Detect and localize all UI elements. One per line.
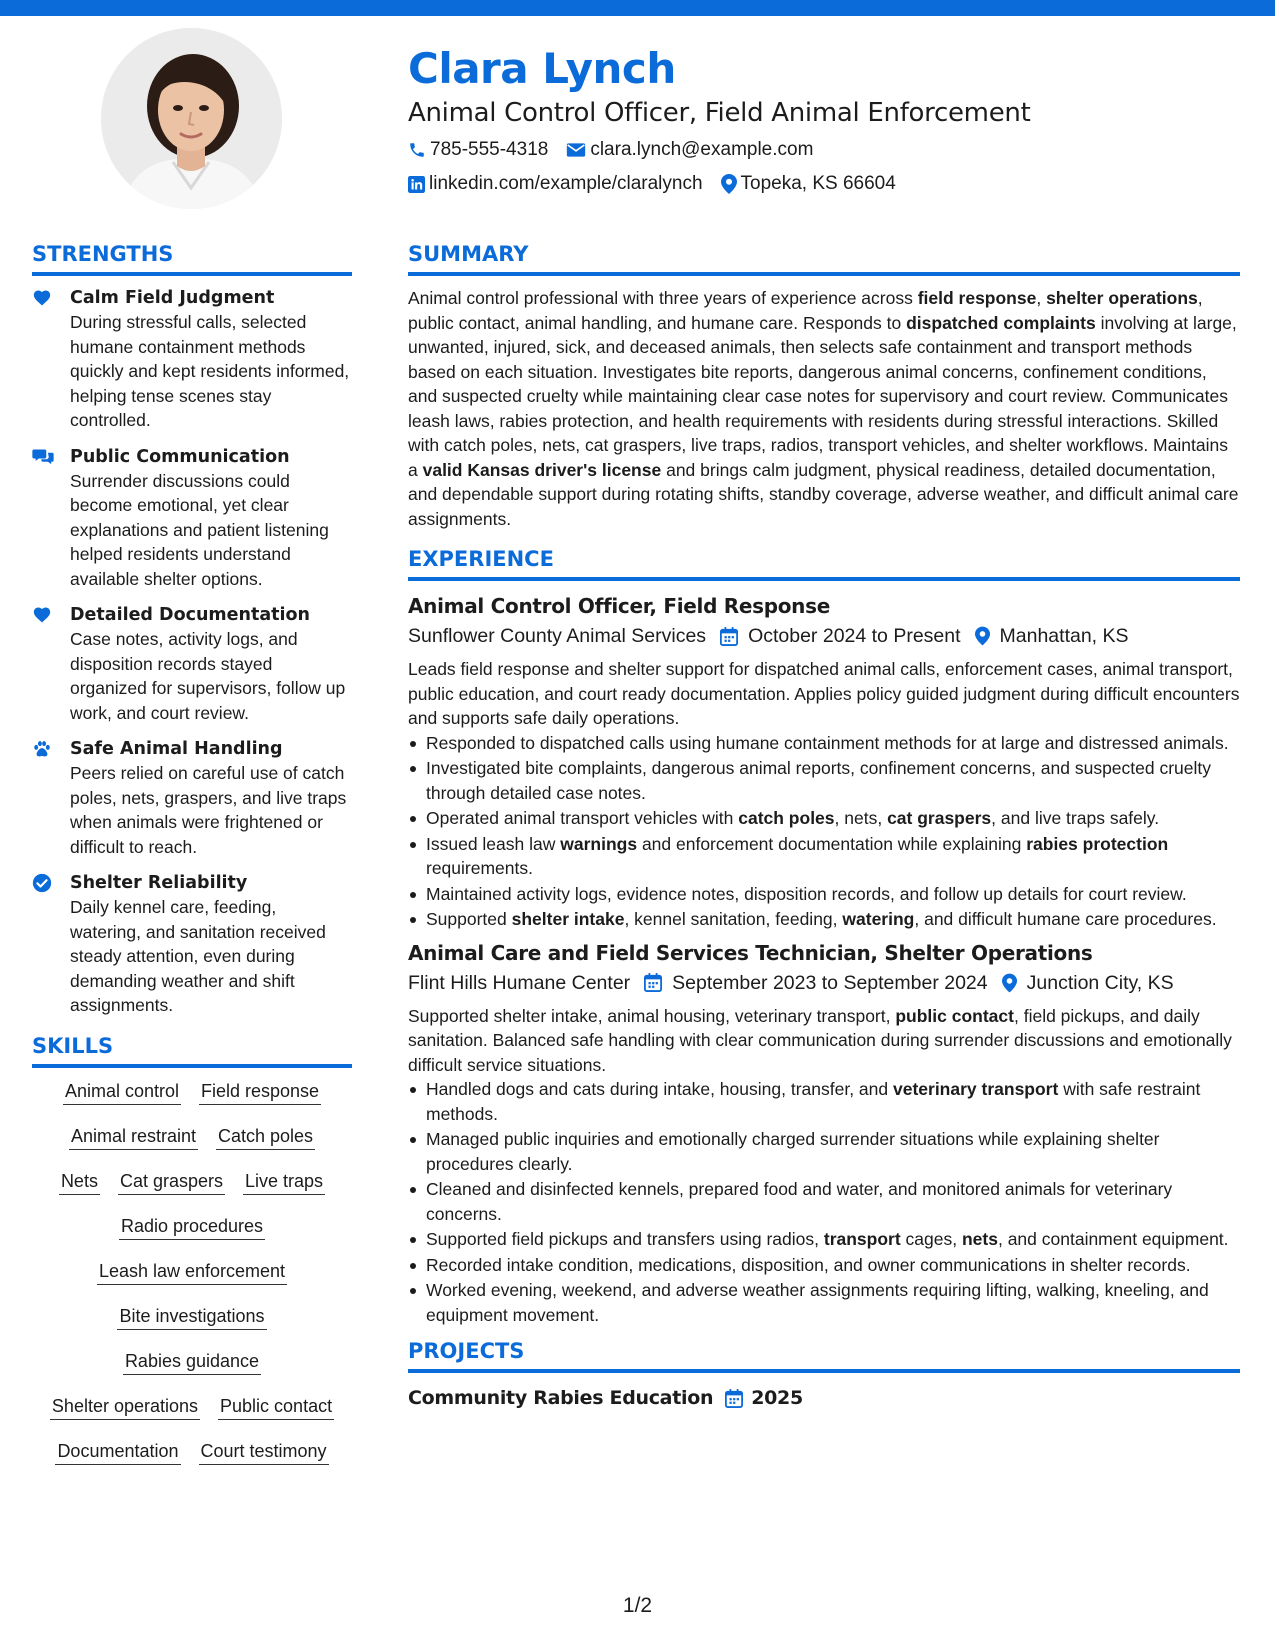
- text-run: Recorded intake condition, medications, disposition, and owner communications in shelter records.: [426, 1254, 1191, 1275]
- email-contact[interactable]: [566, 139, 813, 161]
- phone-icon: [408, 141, 426, 159]
- strength-description: Case notes, activity logs, and disposition records stayed organized for supervisors, follow up work, and court review.: [70, 629, 346, 723]
- skill-row: [32, 1393, 352, 1438]
- linkedin-icon: [408, 176, 425, 193]
- emphasis-text: shelter operations: [1046, 288, 1198, 308]
- job-bullets: [408, 1077, 1240, 1327]
- map-pin-icon: [975, 626, 990, 646]
- heart-icon: [32, 603, 70, 725]
- emphasis-text: nets: [961, 1229, 998, 1249]
- emphasis-text: valid Kansas driver's license: [422, 459, 662, 480]
- skill-tag: Bite investigations: [117, 1303, 266, 1330]
- skill-row: [32, 1123, 352, 1168]
- skill-tag: Shelter operations: [50, 1393, 200, 1420]
- emphasis-text: warnings: [560, 833, 638, 854]
- section-divider: [408, 1369, 1240, 1373]
- text-run: and brings calm judgment, physical readiness, detailed documentation, and dependable support during rotating shifts, standby coverage, adverse weather, and difficult animal care assignments.: [408, 459, 1239, 529]
- text-run: , and difficult humane care procedures.: [914, 909, 1217, 929]
- section-divider: [32, 272, 352, 276]
- skill-tag: Live traps: [243, 1168, 325, 1195]
- job-location: [975, 621, 1129, 651]
- calendar-icon: [725, 1389, 743, 1408]
- text-run: involving at large, unwanted, injured, sick, and deceased animals, then selects safe containment and transport methods based on each situation. Investigates bite reports, dangerous animal concerns, confinement conditions, and suspected cruelty while maintaining clear case notes for supervisory and court review. Communicates leash laws, rabies protection, and health requirements with residents during stressful interactions. Skilled with catch poles, nets, cat graspers, live traps, radios, transport vehicles, and shelter workflows. Maintains a: [408, 312, 1237, 480]
- job-bullet: [408, 882, 1240, 907]
- linkedin-text: linkedin.com/example/claralynch: [429, 173, 703, 194]
- text-run: , field pickups, and daily sanitation. Balanced safe handling with clear communication during surrender discussions and emotionally difficult service situations.: [408, 1005, 1232, 1075]
- text-run: cages,: [900, 1229, 962, 1249]
- strength-title: Shelter Reliability: [70, 873, 248, 893]
- job-description: Leads field response and shelter support for dispatched animal calls, enforcement cases, animal transport, public education, and court ready documentation. Applies policy guided judgment during difficult encounters and supports safe daily operations.: [408, 659, 1240, 728]
- skill-tag: Public contact: [218, 1393, 334, 1420]
- job-location-text: Junction City, KS: [1026, 971, 1174, 994]
- text-run: , and live traps safely.: [991, 808, 1160, 828]
- skill-row: [32, 1078, 352, 1123]
- text-run: Supported: [426, 909, 512, 929]
- section-divider: [408, 272, 1240, 276]
- text-run: and enforcement documentation while explaining: [637, 833, 1027, 854]
- strength-description: Daily kennel care, feeding, watering, and sanitation received steady attention, even during demanding weather and shift assignments.: [70, 897, 326, 1015]
- chat-icon: [32, 445, 70, 592]
- resume-header: [408, 42, 1248, 200]
- profile-photo: [101, 28, 282, 209]
- job-location: [1002, 968, 1174, 998]
- candidate-role: Animal Control Officer, Field Animal Enforcement: [408, 98, 1031, 128]
- text-run: Investigated bite complaints, dangerous animal reports, confinement concerns, and suspected cruelty through detailed case notes.: [426, 758, 1212, 803]
- projects-heading: PROJECTS: [408, 1339, 525, 1363]
- text-run: Responded to dispatched calls using humane containment methods for at large and distressed animals.: [426, 732, 1229, 753]
- emphasis-text: watering: [842, 909, 915, 929]
- text-run: requirements.: [426, 858, 533, 878]
- skill-tag: Leash law enforcement: [97, 1258, 287, 1285]
- email-text: clara.lynch@example.com: [590, 139, 814, 160]
- skill-tag: Radio procedures: [119, 1213, 265, 1240]
- strength-item: [32, 737, 352, 859]
- job-bullet: [408, 1177, 1240, 1226]
- skill-tag: Catch poles: [216, 1123, 315, 1150]
- text-run: Supported field pickups and transfers using radios,: [426, 1229, 824, 1249]
- strength-title: Calm Field Judgment: [70, 288, 275, 308]
- text-run: Handled dogs and cats during intake, housing, transfer, and: [426, 1079, 893, 1099]
- linkedin-contact[interactable]: [408, 173, 703, 195]
- top-accent-bar: [0, 0, 1275, 16]
- job-bullet: [408, 1227, 1240, 1252]
- emphasis-text: dispatched complaints: [906, 312, 1096, 333]
- job-meta: [408, 968, 1240, 998]
- text-run: , public contact, animal handling, and humane care. Responds to: [408, 288, 1203, 333]
- job-description: [408, 1004, 1240, 1078]
- text-run: , and containment equipment.: [997, 1229, 1229, 1249]
- envelope-icon: [566, 142, 586, 158]
- strength-description: Surrender discussions could become emotional, yet clear explanations and patient listening helped residents understand available shelter options.: [70, 470, 329, 589]
- job-entry: [408, 938, 1240, 1328]
- phone-text: 785-555-4318: [430, 139, 549, 160]
- job-bullets: [408, 731, 1240, 932]
- strength-description: Peers relied on careful use of catch poles, nets, graspers, and live traps when animals were frightened or difficult to reach.: [70, 763, 347, 857]
- skill-tag: Documentation: [55, 1438, 180, 1465]
- skill-row: [32, 1168, 352, 1213]
- summary-paragraph: [408, 286, 1240, 531]
- projects-list: [408, 1383, 1240, 1413]
- map-pin-icon: [721, 174, 737, 194]
- skill-tag: Animal control: [63, 1078, 181, 1105]
- strength-item: [32, 445, 352, 592]
- skill-row: [32, 1303, 352, 1348]
- text-run: Maintained activity logs, evidence notes, disposition records, and follow up details for court review.: [426, 883, 1187, 904]
- job-entry: [408, 591, 1240, 932]
- job-organization: Flint Hills Humane Center: [408, 971, 631, 994]
- skills-heading: SKILLS: [32, 1033, 114, 1058]
- phone-contact[interactable]: [408, 139, 548, 161]
- job-bullet: [408, 1077, 1240, 1126]
- text-run: , nets,: [834, 808, 888, 828]
- job-bullet: [408, 756, 1240, 805]
- text-run: , kennel sanitation, feeding,: [624, 909, 843, 929]
- text-run: Worked evening, weekend, and adverse weather assignments requiring lifting, walking, kneeling, and equipment movement.: [426, 1280, 1209, 1325]
- left-column: [32, 240, 352, 1483]
- emphasis-text: veterinary transport: [892, 1079, 1059, 1099]
- section-divider: [32, 1064, 352, 1068]
- skill-tag: Cat graspers: [118, 1168, 225, 1195]
- skill-tag: Nets: [59, 1168, 100, 1195]
- text-run: ,: [1036, 288, 1047, 308]
- skill-row: [32, 1258, 352, 1303]
- emphasis-text: rabies protection: [1026, 833, 1169, 854]
- skill-row: [32, 1348, 352, 1393]
- text-run: with safe restraint methods.: [426, 1079, 1201, 1124]
- text-run: Cleaned and disinfected kennels, prepared food and water, and monitored animals for veterinary concerns.: [426, 1179, 1173, 1224]
- job-bullet: [408, 832, 1240, 881]
- job-meta: [408, 621, 1240, 651]
- calendar-icon: [644, 973, 662, 992]
- text-run: Managed public inquiries and emotionally charged surrender situations while explaining shelter procedures clearly.: [426, 1129, 1160, 1174]
- strength-item: [32, 871, 352, 1018]
- job-bullet: [408, 731, 1240, 756]
- skill-tag: Field response: [199, 1078, 321, 1105]
- job-dates-text: October 2024 to Present: [748, 625, 961, 647]
- experience-heading: EXPERIENCE: [408, 547, 554, 571]
- job-bullet: [408, 1278, 1240, 1327]
- emphasis-text: public contact: [895, 1005, 1014, 1026]
- job-location-text: Manhattan, KS: [999, 625, 1129, 647]
- contact-row-1: [408, 134, 1248, 166]
- emphasis-text: field response: [917, 288, 1037, 308]
- emphasis-text: catch poles: [738, 808, 835, 828]
- strengths-list: [32, 286, 352, 1018]
- page-number: 1/2: [622, 1594, 653, 1617]
- job-dates: [644, 968, 987, 998]
- candidate-name: Clara Lynch: [408, 44, 676, 93]
- right-column: [408, 240, 1240, 1413]
- text-run: Supported shelter intake, animal housing, veterinary transport,: [408, 1005, 896, 1026]
- calendar-icon: [720, 627, 738, 646]
- strength-item: [32, 603, 352, 725]
- text-run: Issued leash law: [426, 833, 561, 854]
- job-bullet: [408, 1127, 1240, 1176]
- project-year: 2025: [751, 1387, 803, 1409]
- paw-icon: [32, 737, 70, 859]
- job-organization: Sunflower County Animal Services: [408, 625, 707, 647]
- job-title: Animal Control Officer, Field Response: [408, 594, 830, 618]
- project-item: [408, 1383, 1240, 1413]
- emphasis-text: cat graspers: [887, 808, 992, 828]
- strength-description: During stressful calls, selected humane containment methods quickly and kept residents informed, helping tense scenes stay controlled.: [70, 312, 350, 430]
- strength-title: Detailed Documentation: [70, 605, 311, 625]
- skill-tag: Animal restraint: [69, 1123, 198, 1150]
- job-dates-text: September 2023 to September 2024: [672, 971, 988, 994]
- job-bullet: [408, 1253, 1240, 1278]
- strength-title: Public Communication: [70, 446, 290, 467]
- skills-list: [32, 1078, 352, 1483]
- job-title: Animal Care and Field Services Technician, Shelter Operations: [408, 940, 1093, 965]
- strength-title: Safe Animal Handling: [70, 739, 283, 759]
- text-run: Operated animal transport vehicles with: [426, 808, 739, 828]
- experience-list: [408, 591, 1240, 1327]
- job-bullet: [408, 806, 1240, 831]
- check-badge-icon: [32, 871, 70, 1018]
- text-run: Animal control professional with three years of experience across: [408, 288, 918, 308]
- summary-heading: SUMMARY: [408, 242, 529, 266]
- map-pin-icon: [1002, 973, 1017, 993]
- contact-row-2: [408, 168, 1248, 200]
- skill-tag: Court testimony: [199, 1438, 329, 1465]
- emphasis-text: shelter intake: [511, 909, 625, 929]
- strengths-heading: STRENGTHS: [32, 242, 174, 266]
- project-name: Community Rabies Education: [408, 1387, 714, 1409]
- heart-icon: [32, 286, 70, 433]
- location-contact: [721, 173, 896, 195]
- job-dates: [720, 621, 960, 651]
- strength-item: [32, 286, 352, 433]
- emphasis-text: transport: [823, 1229, 901, 1249]
- skill-row: [32, 1213, 352, 1258]
- location-text: Topeka, KS 66604: [740, 173, 896, 194]
- skill-row: [32, 1438, 352, 1483]
- skill-tag: Rabies guidance: [123, 1348, 261, 1375]
- job-bullet: [408, 907, 1240, 932]
- section-divider: [408, 577, 1240, 581]
